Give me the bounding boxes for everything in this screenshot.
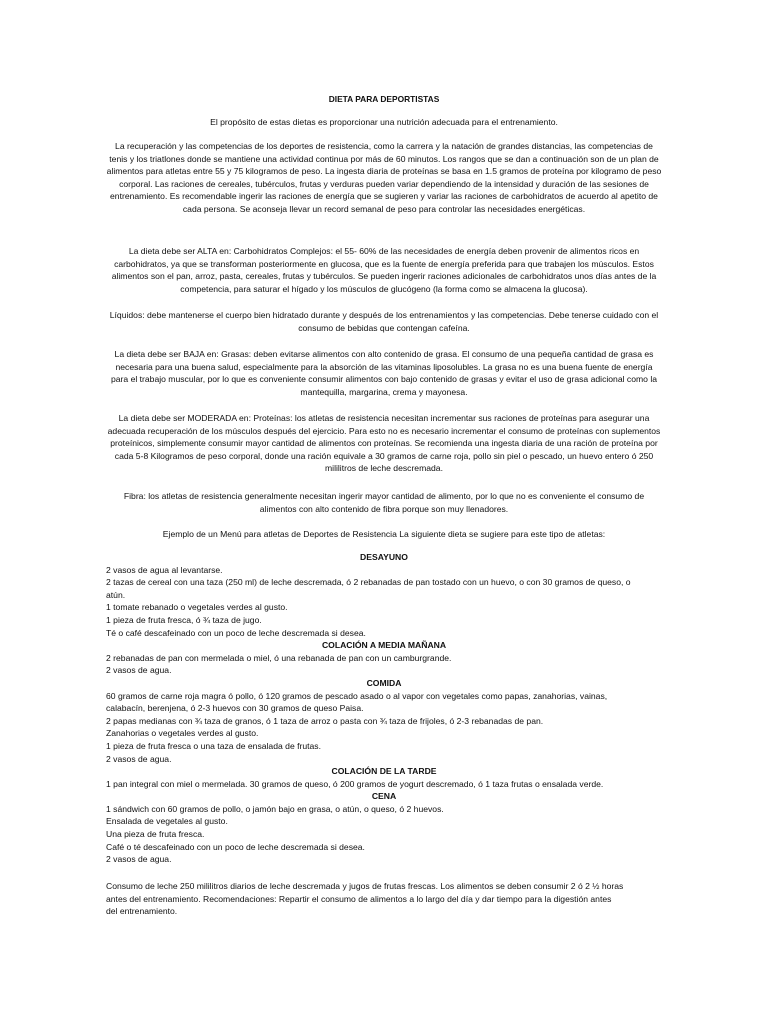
closing-paragraph [106,880,662,918]
paragraph-fats: La dieta debe ser BAJA en: Grasas: deben evitarse alimentos con alto contenido de grasa. El consumo de una pequeña cantidad de grasa es necesaria para una buena salud, especialmente para la absorción de las vitaminas liposolubles. La grasa no es una buena fuente de energía para el trabajo muscular, por lo que es conveniente consumir alimentos con bajo contenido de grasas y evitar el uso de grasa adicional como la mantequilla, margarina, crema y mayonesa. [110,349,658,397]
heading-colacion-tarde: COLACIÓN DE LA TARDE [331,766,437,777]
list-item: 2 vasos de agua. [106,665,172,676]
list-item: 2 vasos de agua. [106,753,172,764]
list-item: 2 vasos de agua al levantarse. [106,564,223,575]
heading-colacion-manana: COLACIÓN A MEDIA MAÑANA [321,640,447,651]
paragraph-fiber: Fibra: los atletas de resistencia generalmente necesitan ingerir mayor cantidad de alimento, por lo que no es conveniente el consumo de alimentos con alto contenido de fibra porque son muy llenadores. [123,491,645,514]
document-title: DIETA PARA DEPORTISTAS [328,94,440,104]
list-item: Café o té descafeinado con un poco de leche descremada si desea. [106,841,365,852]
list-item: 1 pieza de fruta fresca, ó ¾ taza de jugo. [106,614,262,625]
list-item: 2 rebanadas de pan con mermelada o miel, ó una rebanada de pan con un camburgrande. [106,652,452,663]
list-item: Una pieza de fruta fresca. [106,829,205,840]
closing-line: Consumo de leche 250 mililitros diarios de leche descremada y jugos de frutas frescas. Los alimentos se deben consumir 2 ó 2 ½ horas [106,881,624,891]
heading-comida: COMIDA [366,677,402,688]
list-item: 60 gramos de carne roja magra ó pollo, ó 120 gramos de pescado asado o al vapor con vegetales como papas, zanahorias, vainas, [106,690,608,701]
paragraph-proteins: La dieta debe ser MODERADA en: Proteínas: los atletas de resistencia necesitan incrementar sus raciones de proteínas para asegurar una adecuada recuperación de los músculos después del ejercicio. Para esto no es necesario incrementar el consumo de proteínas con suplementos proteínicos, simplemente consumir mayor cantidad de alimentos con proteínas. Se recomienda una ingesta diaria de una ración de proteína por cada 5-8 Kilogramos de peso corporal, donde una ración equivale a 30 gramos de carne roja, pollo sin piel o pescado, un huevo entero ó 250 mililitros de leche descremada. [107,413,661,474]
closing-line: del entrenamiento. [106,906,178,917]
list-item: 1 pan integral con miel o mermelada. 30 gramos de queso, ó 200 gramos de yogurt descremado, ó 1 taza frutas o ensalada verde. [106,778,604,789]
heading-cena: CENA [371,791,397,802]
list-item: 2 papas medianas con ¾ taza de granos, ó 1 taza de arroz o pasta con ¾ taza de frijoles, ó 2-3 rebanadas de pan. [106,715,544,726]
menu-section [106,551,662,866]
list-item: Té o café descafeinado con un poco de leche descremada si desea. [106,627,366,638]
paragraph-menu-intro: Ejemplo de un Menú para atletas de Deportes de Resistencia La siguiente dieta se sugiere para este tipo de atletas: [162,529,606,539]
list-item: atún. [106,589,126,600]
closing-line: antes del entrenamiento. Recomendaciones: Repartir el consumo de alimentos a lo largo del día y dar tiempo para la digestión antes [106,893,612,904]
list-item: calabacín, berenjena, ó 2-3 huevos con 30 gramos de queso Paisa. [106,703,364,714]
list-item: Zanahorias o vegetales verdes al gusto. [106,728,259,739]
list-item: 1 pieza de fruta fresca o una taza de ensalada de frutas. [106,740,321,751]
paragraph-resistance: La recuperación y las competencias de los deportes de resistencia, como la carrera y la natación de grandes distancias, las competencias de tenis y los triatlones donde se mantiene una actividad continua por más de 60 minutos. Los rangos que se dan a continuación son de un plan de alimentos para atletas entre 55 y 75 kilogramos de peso. La ingesta diaria de proteínas se basa en 1.5 gramos de proteína por kilogramo de peso corporal. Las raciones de cereales, tubérculos, frutas y verduras pueden variar dependiendo de la intensidad y duración de las sesiones de entrenamiento. Es recomendable ingerir las raciones de energía que se sugieren y variar las raciones de carbohidratos de acuerdo al apetito de cada persona. Se aconseja llevar un record semanal de peso para controlar las necesidades energéticas. [106,141,662,214]
paragraph-carbohydrates: La dieta debe ser ALTA en: Carbohidratos Complejos: el 55- 60% de las necesidades de energía deben provenir de alimentos ricos en carbohidratos, ya que se transforman posteriormente en glucosa, que es la fuente de energía preferida para que trabajen los músculos. Estos alimentos son el pan, arroz, pasta, cereales, frutas y tubérculos. Se pueden ingerir raciones adicionales de carbohidratos unos días antes de la competencia, para saturar el hígado y los músculos de glucógeno (la forma como se almacena la glucosa). [111,246,657,294]
paragraph-liquids: Líquidos: debe mantenerse el cuerpo bien hidratado durante y después de los entrenamientos y las competencias. Debe tenerse cuidado con el consumo de bebidas que contengan cafeína. [109,310,659,333]
list-item: 2 tazas de cereal con una taza (250 ml) de leche descremada, ó 2 rebanadas de pan tostado con un huevo, o con 30 gramos de queso, o [106,577,631,588]
list-item: 1 tomate rebanado o vegetales verdes al gusto. [106,602,288,613]
intro-paragraph: El propósito de estas dietas es proporcionar una nutrición adecuada para el entrenamiento. [210,117,558,127]
list-item: 2 vasos de agua. [106,854,172,865]
list-item: 1 sándwich con 60 gramos de pollo, o jamón bajo en grasa, o atún, o queso, ó 2 huevos. [106,803,444,814]
heading-desayuno: DESAYUNO [360,552,408,562]
list-item: Ensalada de vegetales al gusto. [106,816,228,827]
